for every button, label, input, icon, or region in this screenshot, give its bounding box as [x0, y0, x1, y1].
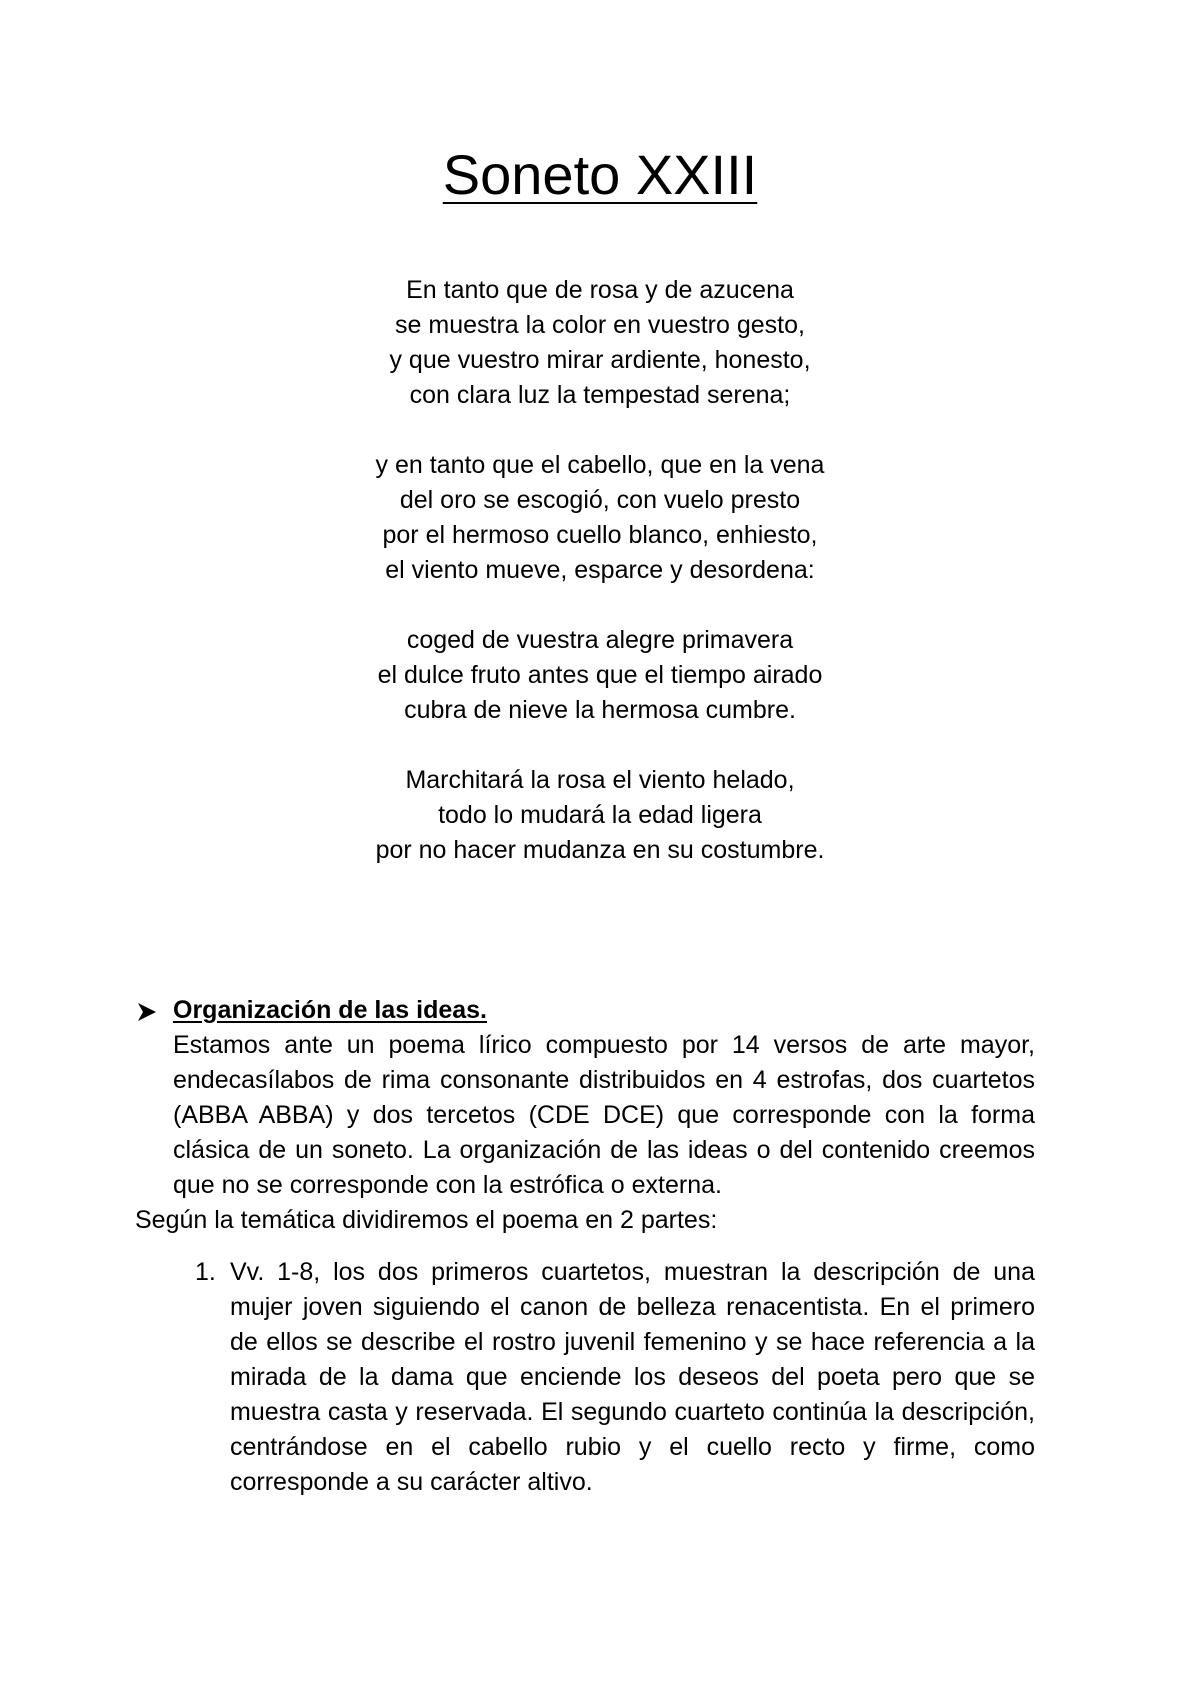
section-heading-text: Organización de las ideas. [173, 996, 488, 1024]
verse: por el hermoso cuello blanco, enhiesto, [382, 521, 818, 549]
verse: del oro se escogió, con vuelo presto [399, 486, 801, 514]
section-paragraph: Estamos ante un poema lírico compuesto por 14 versos de arte mayor, endecasílabos de rima consonante distribuidos en 4 estrofas, dos cuartetos (ABBA ABBA) y dos tercetos (CDE DCE) que corresponde con la forma clásica de un soneto. La organización de las ideas o del contenido creemos que no se corresponde con la estrófica o externa. [173, 1031, 1035, 1199]
verse: se muestra la color en vuestro gesto, [395, 311, 805, 339]
page-title: Soneto XXIII [442, 143, 758, 206]
arrow-bullet-icon [135, 999, 159, 1023]
stanza-4 [0, 763, 1200, 868]
poem [0, 273, 1200, 903]
verse: y que vuestro mirar ardiente, honesto, [389, 346, 811, 374]
stanza-1 [0, 273, 1200, 413]
list-item-text: Vv. 1-8, los dos primeros cuartetos, muestran la descripción de una mujer joven siguiendo el canon de belleza renacentista. En el primero de ellos se describe el rostro juvenil femenino y se hace referencia a la mirada de la dama que enciende los deseos del poeta pero que se muestra casta y reservada. El segundo cuarteto continúa la descripción, centrándose en el cabello rubio y el cuello recto y firme, como corresponde a su carácter altivo. [230, 1258, 1035, 1496]
verse: En tanto que de rosa y de azucena [406, 276, 794, 304]
verse: coged de vuestra alegre primavera [406, 626, 794, 654]
verse: todo lo mudará la edad ligera [438, 801, 762, 829]
verse: el dulce fruto antes que el tiempo airado [377, 661, 823, 689]
stanza-2 [0, 448, 1200, 588]
verse: por no hacer mudanza en su costumbre. [375, 836, 825, 864]
list-item [195, 1255, 1035, 1500]
section-paragraph-2: Según la temática dividiremos el poema en 2 partes: [135, 1206, 718, 1234]
analysis-section [135, 993, 1035, 1238]
stanza-3 [0, 623, 1200, 728]
verse: y en tanto que el cabello, que en la vena [375, 451, 825, 479]
verse: Marchitará la rosa el viento helado, [405, 766, 795, 794]
section-heading [135, 993, 1035, 1028]
verse: con clara luz la tempestad serena; [409, 381, 791, 409]
verse: cubra de nieve la hermosa cumbre. [404, 696, 796, 724]
parts-list [195, 1255, 1035, 1500]
verse: el viento mueve, esparce y desordena: [385, 556, 815, 584]
list-marker: 1. [195, 1258, 216, 1286]
